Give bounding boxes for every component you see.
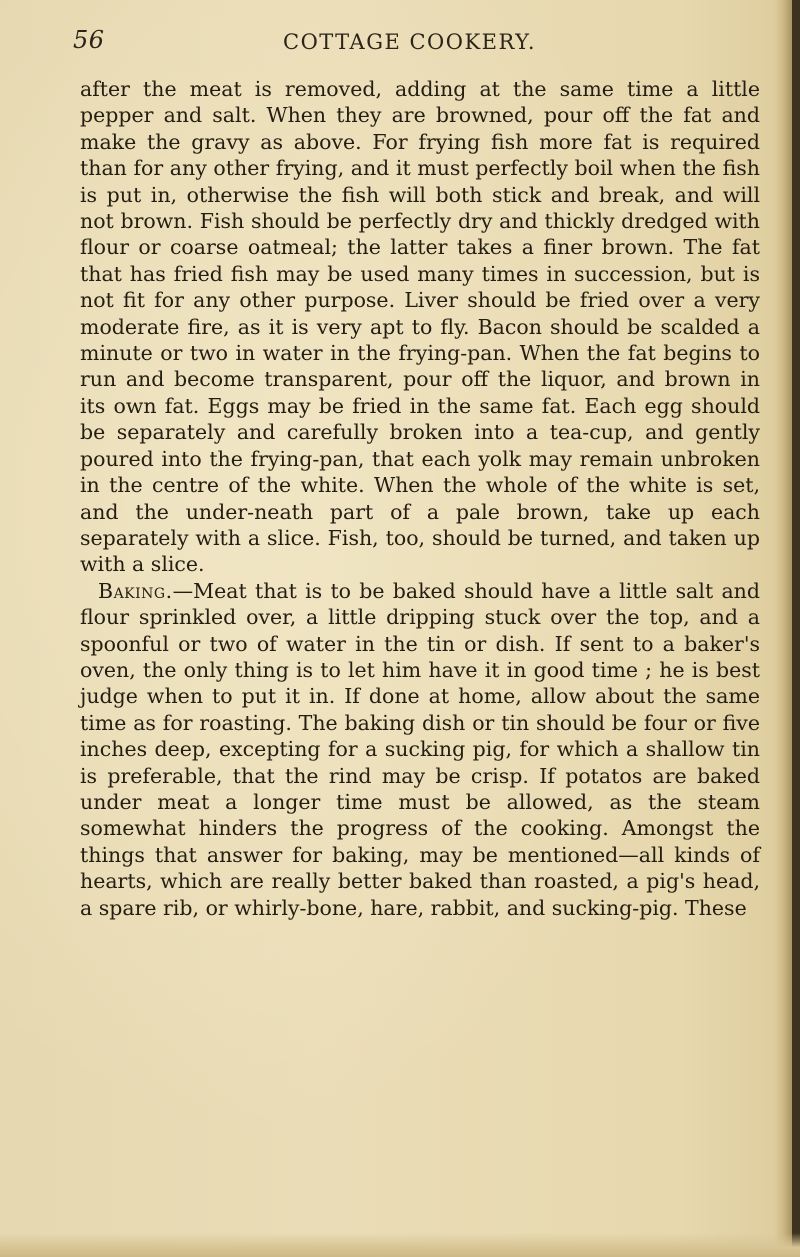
paragraph-baking [80,578,760,921]
page-header [0,22,800,62]
running-head: COTTAGE COOKERY. [283,30,537,54]
paragraph-text: —Meat that is to be baked should have a little salt and flour sprinkled over, a little dripping stuck over the top, and a spoonful or two of water in the tin or dish. If sent to a baker's oven, the only thing is to let him have it in good time ; he is best judge when to put it in. If done at home, allow about the same time as for roasting. The baking dish or tin should be four or five inches deep, excepting for a sucking pig, for which a shallow tin is preferable, that the rind may be crisp. If potatos are baked under meat a longer time must be allowed, as the steam somewhat hinders the progress of the cooking. Amongst the things that answer for baking, may be mentioned—all kinds of hearts, which are really better baked than roasted, a pig's head, a spare rib, or whirly-bone, hare, rabbit, and sucking-pig. These [80,578,760,920]
paragraph-text: after the meat is removed, adding at the same time a little pepper and salt. When they are browned, pour off the fat and make the gravy as above. For frying fish more fat is required than for any other frying, and it must perfectly boil when the fish is put in, otherwise the fish will both stick and break, and will not brown. Fish should be perfectly dry and thickly dredged with flour or coarse oatmeal; the latter takes a finer brown. The fat that has fried fish may be used many times in succession, but is not fit for any other purpose. Liver should be fried over a very moderate fire, as it is very apt to fly. Bacon should be scalded a minute or two in water in the frying-pan. When the fat begins to run and become transparent, pour off the liquor, and brown in its own fat. Eggs may be fried in the same fat. Each egg should be separately and carefully broken into a tea-cup, and gently poured into the frying-pan, that each yolk may remain unbroken in the centre of the white. When the whole of the white is set, and the under-neath part of a pale brown, take up each separately with a slice. Fish, too, should be turned, and taken up with a slice. [80,77,760,577]
page-edge-binding [792,0,800,1257]
page-bottom-edge [0,1233,800,1257]
body-text [80,76,760,921]
paragraph-frying [80,76,760,578]
page-number: 56 [73,26,105,54]
section-heading-baking: Baking. [98,578,173,603]
